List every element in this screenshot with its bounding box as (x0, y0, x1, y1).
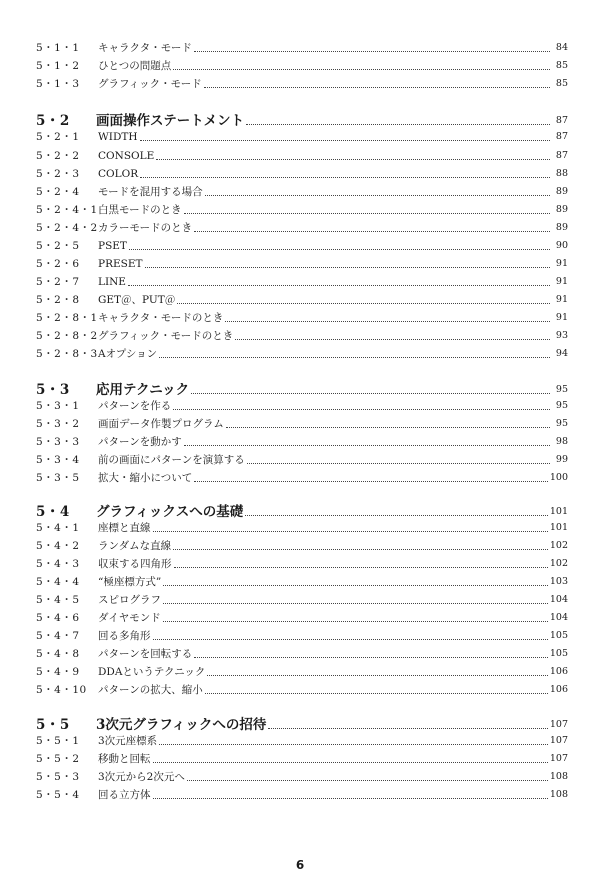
toc-entry (36, 625, 568, 643)
toc-entry (36, 730, 568, 748)
toc-entry (36, 217, 568, 235)
dot-leader (194, 481, 548, 482)
entry-title: Aオプション (98, 348, 158, 360)
toc-entry (36, 163, 568, 181)
entry-title: カラーモードのとき (98, 222, 193, 234)
entry-title: 画面データ作製プログラム (98, 418, 224, 430)
toc-entry (36, 395, 568, 413)
entry-number: 5・3・1 (36, 400, 80, 412)
dot-leader (226, 427, 550, 428)
dot-leader (247, 463, 550, 464)
entry-page: 91 (555, 312, 568, 323)
entry-page: 87 (555, 150, 568, 161)
dot-leader (191, 393, 550, 394)
entry-page: 93 (555, 330, 568, 341)
entry-title: PSET (98, 240, 127, 252)
entry-title: モードを混用する場合 (98, 186, 203, 198)
entry-title: COLOR (98, 168, 139, 180)
entry-page: 100 (549, 472, 568, 483)
entry-page: 87 (555, 115, 568, 126)
toc-entry (36, 325, 568, 343)
entry-title: 回る立方体 (98, 789, 151, 801)
entry-title: パターンの拡大、縮小 (98, 684, 203, 696)
entry-page: 91 (555, 294, 568, 305)
toc-entry (36, 145, 568, 163)
entry-page: 101 (549, 506, 568, 517)
toc-entry (36, 413, 568, 431)
toc-section (36, 712, 568, 732)
dot-leader (163, 585, 548, 586)
entry-title: 白黒モードのとき (98, 204, 182, 216)
toc-entry (36, 37, 568, 55)
entry-number: 5・2・8・3 (36, 348, 98, 360)
entry-page: 107 (549, 753, 568, 764)
toc-entry (36, 766, 568, 784)
entry-title: 座標と直線 (98, 522, 151, 534)
entry-number: 5・2 (36, 113, 70, 129)
toc-entry (36, 643, 568, 661)
entry-page: 85 (555, 60, 568, 71)
entry-number: 5・2・6 (36, 258, 80, 270)
entry-title: PRESET (98, 258, 143, 270)
entry-number: 5・4・7 (36, 630, 80, 642)
toc-entry (36, 343, 568, 361)
entry-page: 95 (555, 400, 568, 411)
entry-number: 5・1・1 (36, 42, 80, 54)
toc-entry (36, 181, 568, 199)
entry-page: 105 (549, 648, 568, 659)
entry-page: 106 (549, 666, 568, 677)
entry-number: 5・3・4 (36, 454, 80, 466)
entry-title: LINE (98, 276, 126, 288)
dot-leader (235, 339, 550, 340)
entry-page: 103 (549, 576, 568, 587)
entry-page: 98 (555, 436, 568, 447)
entry-page: 85 (555, 78, 568, 89)
entry-number: 5・3・5 (36, 472, 80, 484)
entry-page: 95 (555, 418, 568, 429)
toc-entry (36, 431, 568, 449)
entry-title: DDAというテクニック (98, 666, 206, 678)
dot-leader (153, 531, 548, 532)
entry-page: 88 (555, 168, 568, 179)
toc-entry (36, 449, 568, 467)
entry-title: 前の画面にパターンを演算する (98, 454, 245, 466)
entry-title: キャラクタ・モードのとき (98, 312, 224, 324)
toc-entry (36, 73, 568, 91)
entry-number: 5・4・4 (36, 576, 80, 588)
entry-number: 5・4・3 (36, 558, 80, 570)
dot-leader (205, 195, 550, 196)
toc-entry (36, 289, 568, 307)
entry-title: キャラクタ・モード (98, 42, 192, 54)
entry-title: 画面操作ステートメント (96, 113, 245, 129)
dot-leader (153, 639, 548, 640)
entry-page: 102 (549, 540, 568, 551)
entry-number: 5・1・2 (36, 60, 80, 72)
dot-leader (204, 87, 550, 88)
entry-number: 5・3・3 (36, 436, 80, 448)
entry-number: 5・2・4・2 (36, 222, 98, 234)
entry-title: グラフィック・モードのとき (98, 330, 234, 342)
entry-title: 3次元座標系 (98, 735, 158, 747)
dot-leader (268, 728, 548, 729)
entry-page: 87 (555, 131, 568, 142)
entry-number: 5・4・8 (36, 648, 80, 660)
entry-number: 5・4・2 (36, 540, 80, 552)
toc-entry (36, 607, 568, 625)
dot-leader (174, 567, 548, 568)
entry-title: 移動と回転 (98, 753, 151, 765)
entry-page: 91 (555, 258, 568, 269)
entry-title: 回る多角形 (98, 630, 151, 642)
dot-leader (184, 445, 550, 446)
dot-leader (173, 549, 548, 550)
entry-page: 91 (555, 276, 568, 287)
entry-title: 3次元グラフィックへの招待 (96, 717, 267, 733)
toc-entry (36, 661, 568, 679)
toc-entry (36, 55, 568, 73)
entry-page: 105 (549, 630, 568, 641)
entry-page: 108 (549, 771, 568, 782)
entry-page: 107 (549, 719, 568, 730)
entry-title: “極座標方式” (98, 576, 162, 588)
entry-page: 99 (555, 454, 568, 465)
toc-entry (36, 271, 568, 289)
entry-page: 89 (555, 204, 568, 215)
entry-number: 5・5・1 (36, 735, 80, 747)
entry-page: 102 (549, 558, 568, 569)
dot-leader (159, 744, 548, 745)
entry-number: 5・4 (36, 504, 70, 520)
entry-number: 5・2・7 (36, 276, 80, 288)
entry-page: 94 (555, 348, 568, 359)
dot-leader (156, 159, 550, 160)
toc-entry (36, 535, 568, 553)
entry-title: GET＠、PUT＠ (98, 294, 176, 306)
entry-title: グラフィックスへの基礎 (96, 504, 244, 520)
dot-leader (163, 603, 548, 604)
entry-number: 5・2・2 (36, 150, 80, 162)
entry-number: 5・4・1 (36, 522, 80, 534)
entry-number: 5・2・4・1 (36, 204, 98, 216)
toc-entry (36, 784, 568, 802)
dot-leader (177, 303, 550, 304)
dot-leader (187, 780, 548, 781)
entry-number: 5・5 (36, 717, 70, 733)
toc-entry (36, 679, 568, 697)
entry-number: 5・3 (36, 382, 70, 398)
entry-number: 5・5・2 (36, 753, 80, 765)
entry-number: 5・2・8・1 (36, 312, 98, 324)
dot-leader (246, 124, 550, 125)
dot-leader (194, 51, 550, 52)
entry-title: 応用テクニック (96, 382, 190, 398)
entry-number: 5・2・8・2 (36, 330, 98, 342)
dot-leader (129, 249, 550, 250)
toc-section (36, 499, 568, 519)
toc-entry (36, 199, 568, 217)
entry-page: 95 (555, 384, 568, 395)
toc-section (36, 108, 568, 128)
entry-page: 89 (555, 186, 568, 197)
dot-leader (163, 621, 548, 622)
entry-number: 5・2・1 (36, 131, 80, 143)
entry-title: CONSOLE (98, 150, 155, 162)
entry-title: ダイヤモンド (98, 612, 161, 624)
toc-entry (36, 307, 568, 325)
entry-title: 収束する四角形 (98, 558, 172, 570)
dot-leader (128, 285, 550, 286)
entry-page: 106 (549, 684, 568, 695)
toc-entry (36, 235, 568, 253)
toc-entry (36, 571, 568, 589)
entry-number: 5・4・9 (36, 666, 80, 678)
dot-leader (173, 69, 550, 70)
entry-page: 90 (555, 240, 568, 251)
entry-page: 108 (549, 789, 568, 800)
entry-number: 5・2・3 (36, 168, 80, 180)
entry-title: パターンを回転する (98, 648, 193, 660)
dot-leader (205, 693, 548, 694)
entry-number: 5・2・4 (36, 186, 80, 198)
dot-leader (207, 675, 547, 676)
entry-number: 5・2・8 (36, 294, 80, 306)
entry-title: WIDTH (98, 131, 138, 143)
toc-section (36, 377, 568, 397)
dot-leader (140, 140, 550, 141)
entry-title: スピログラフ (98, 594, 161, 606)
entry-title: グラフィック・モード (98, 78, 202, 90)
dot-leader (194, 231, 550, 232)
dot-leader (184, 213, 550, 214)
toc-entry (36, 748, 568, 766)
entry-page: 104 (549, 612, 568, 623)
entry-number: 5・4・5 (36, 594, 80, 606)
toc-entry (36, 517, 568, 535)
entry-number: 5・3・2 (36, 418, 80, 430)
dot-leader (153, 762, 548, 763)
entry-title: ランダムな直線 (98, 540, 172, 552)
toc-entry (36, 126, 568, 144)
dot-leader (140, 177, 550, 178)
toc-entry (36, 467, 568, 485)
dot-leader (194, 657, 548, 658)
dot-leader (173, 409, 550, 410)
dot-leader (245, 515, 548, 516)
entry-title: ひとつの問題点 (98, 60, 172, 72)
entry-title: パターンを作る (98, 400, 172, 412)
toc-entry (36, 589, 568, 607)
entry-number: 5・4・6 (36, 612, 80, 624)
toc-entry (36, 553, 568, 571)
dot-leader (145, 267, 551, 268)
dot-leader (153, 798, 548, 799)
dot-leader (225, 321, 550, 322)
entry-number: 5・1・3 (36, 78, 80, 90)
entry-page: 84 (555, 42, 568, 53)
entry-page: 104 (549, 594, 568, 605)
entry-number: 5・2・5 (36, 240, 80, 252)
toc-entry (36, 253, 568, 271)
page-number: 6 (295, 858, 305, 872)
entry-number: 5・5・3 (36, 771, 80, 783)
entry-title: パターンを動かす (98, 436, 182, 448)
entry-page: 89 (555, 222, 568, 233)
entry-number: 5・5・4 (36, 789, 80, 801)
entry-number: 5・4・10 (36, 684, 87, 696)
entry-page: 101 (549, 522, 568, 533)
entry-title: 拡大・縮小について (98, 472, 193, 484)
entry-page: 107 (549, 735, 568, 746)
entry-title: 3次元から2次元へ (98, 771, 185, 783)
dot-leader (159, 357, 550, 358)
